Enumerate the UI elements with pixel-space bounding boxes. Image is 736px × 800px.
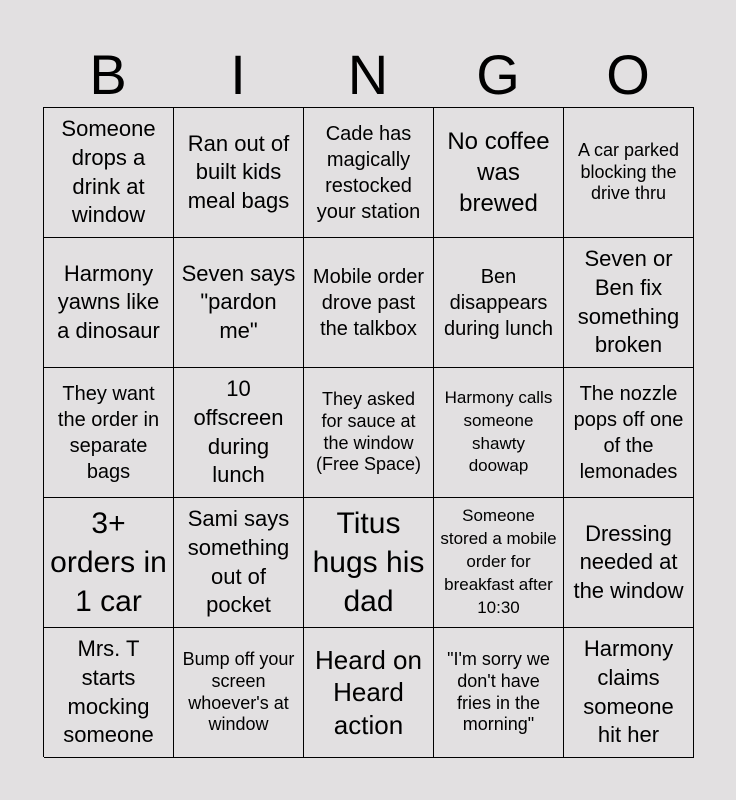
bingo-cell-r1c4[interactable]: No coffee was brewed	[434, 108, 564, 238]
bingo-cell-r1c1[interactable]: Someone drops a drink at window	[44, 108, 174, 238]
bingo-cell-r1c3[interactable]: Cade has magically restocked your station	[304, 108, 434, 238]
bingo-cell-r1c2[interactable]: Ran out of built kids meal bags	[174, 108, 304, 238]
bingo-cell-r4c1[interactable]: 3+ orders in 1 car	[44, 498, 174, 628]
bingo-header	[43, 42, 693, 108]
bingo-cell-r3c2[interactable]: 10 offscreen during lunch	[174, 368, 304, 498]
bingo-cell-r3c1[interactable]: They want the order in separate bags	[44, 368, 174, 498]
bingo-cell-r5c1[interactable]: Mrs. T starts mocking someone	[44, 628, 174, 758]
bingo-cell-r2c1[interactable]: Harmony yawns like a dinosaur	[44, 238, 174, 368]
header-letter-n: N	[347, 43, 389, 106]
header-letter-i: I	[230, 43, 246, 106]
bingo-cell-r5c2[interactable]: Bump off your screen whoever's at window	[174, 628, 304, 758]
header-letter-o: O	[606, 43, 650, 106]
bingo-cell-r2c3[interactable]: Mobile order drove past the talkbox	[304, 238, 434, 368]
bingo-cell-r1c5[interactable]: A car parked blocking the drive thru	[564, 108, 694, 238]
bingo-cell-r2c2[interactable]: Seven says "pardon me"	[174, 238, 304, 368]
bingo-cell-r2c4[interactable]: Ben disappears during lunch	[434, 238, 564, 368]
header-letter-b: B	[89, 43, 127, 106]
bingo-cell-r5c4[interactable]: "I'm sorry we don't have fries in the morning"	[434, 628, 564, 758]
bingo-cell-r5c3[interactable]: Heard on Heard action	[304, 628, 434, 758]
bingo-cell-r5c5[interactable]: Harmony claims someone hit her	[564, 628, 694, 758]
bingo-cell-r2c5[interactable]: Seven or Ben fix something broken	[564, 238, 694, 368]
bingo-cell-r4c2[interactable]: Sami says something out of pocket	[174, 498, 304, 628]
bingo-board	[43, 107, 694, 757]
bingo-cell-r4c5[interactable]: Dressing needed at the window	[564, 498, 694, 628]
bingo-cell-r4c3[interactable]: Titus hugs his dad	[304, 498, 434, 628]
bingo-cell-r3c4[interactable]: Harmony calls someone shawty doowap	[434, 368, 564, 498]
header-letter-g: G	[476, 43, 520, 106]
bingo-cell-r3c5[interactable]: The nozzle pops off one of the lemonades	[564, 368, 694, 498]
bingo-cell-r4c4[interactable]: Someone stored a mobile order for breakfast after 10:30	[434, 498, 564, 628]
bingo-cell-r3c3 free-space[interactable]: They asked for sauce at the window (Free Space)	[304, 368, 434, 498]
